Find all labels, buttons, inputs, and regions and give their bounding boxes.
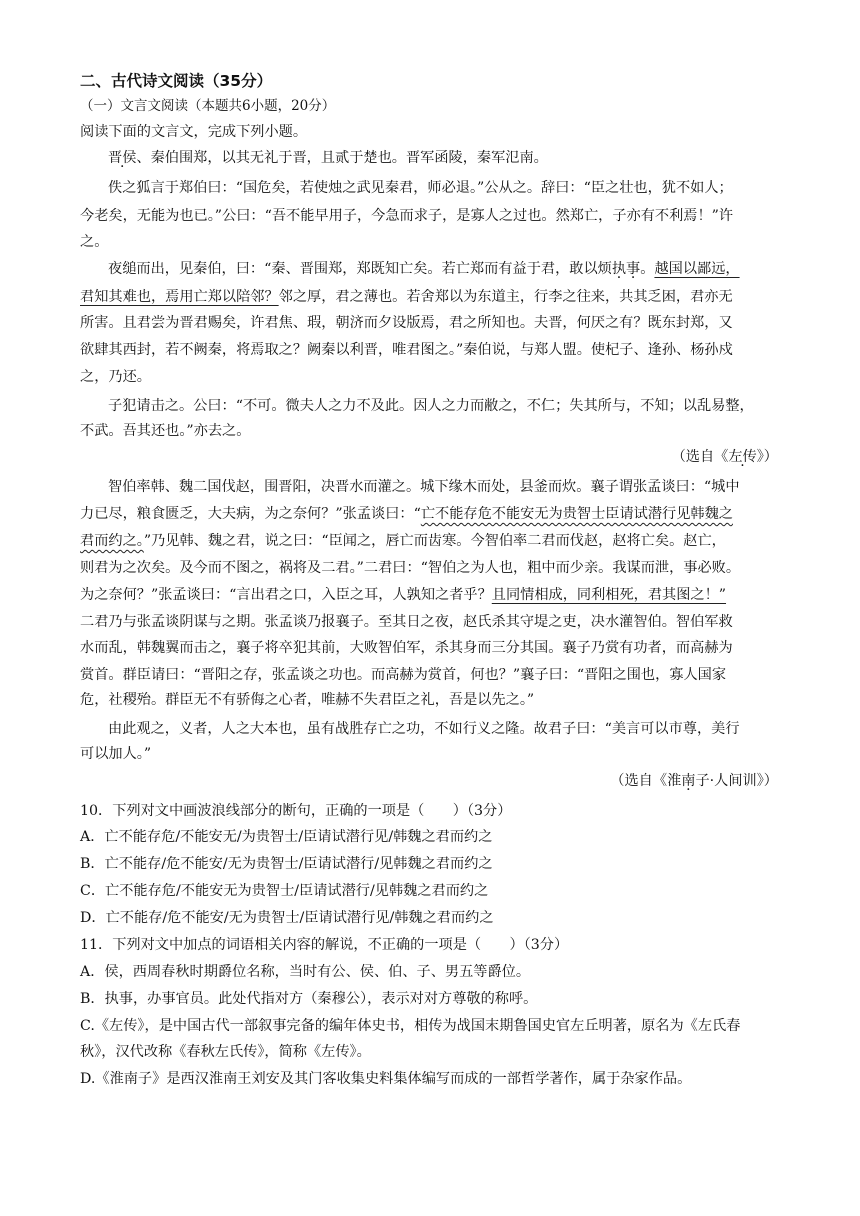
- text2-line-2: [80, 503, 733, 525]
- dotted-char: 事: [626, 261, 641, 277]
- question-11-option-c-line-1: C.《左传》，是中国古代一部叙事完备的编年体史书，相传为战国末期鲁国史官左丘明著，原名为《左氏春: [80, 1018, 741, 1034]
- instruction: 阅读下面的文言文，完成下列小题。: [80, 124, 308, 140]
- question-10-option-d: D．亡不能存/危不能安/无为贵智士/臣请试潜行见/韩魏之君而约之: [80, 910, 494, 926]
- dotted-source-title: 淮南子: [667, 773, 710, 789]
- text2-line-10: 由此观之，义者，人之大本也，虽有战胜存亡之功，不如行义之隆。故君子曰：“美言可以市尊，美行: [108, 721, 740, 737]
- source-suffix: ·人间训》）: [709, 773, 778, 789]
- text2-line-9: 危，社稷殆。群臣无不有骄侮之心者，唯赫不失君臣之礼，吾是以先之。”: [80, 692, 535, 708]
- text1-source: [672, 446, 778, 468]
- text2-line-8: 赏首。群臣请曰：“晋阳之存，张孟谈之功也。而高赫为赏首，何也？”襄子曰：“晋阳之围也，寡人国家: [80, 667, 727, 683]
- text2-line-5: [80, 584, 726, 606]
- question-11-option-a: A．侯，西周春秋时期爵位名称，当时有公、侯、伯、子、男五等爵位。: [80, 964, 531, 980]
- text1-paragraph-1: [108, 147, 548, 169]
- question-11-option-c-line-2: 秋》，汉代改称《春秋左氏传》，简称《左传》。: [80, 1044, 371, 1060]
- question-10-option-a: A．亡不能存危/不能安无/为贵智士/臣请试潜行见/韩魏之君而约之: [80, 829, 493, 845]
- text1-paragraph-3-line-2: [80, 286, 733, 308]
- text-segment: 力已尽，粮食匮乏，大夫病，为之奈何？”张孟谈曰：“: [80, 506, 421, 522]
- question-10-option-c: C．亡不能存危/不能安无为贵智士/臣请试潜行/见韩魏之君而约之: [80, 883, 489, 899]
- section-title: 二、古代诗文阅读（35分）: [80, 72, 273, 90]
- text1-paragraph-3-line-5: 之，乃还。: [80, 369, 151, 385]
- text2-line-11: 可以加人。”: [80, 746, 152, 762]
- source-suffix: 》）: [756, 449, 778, 465]
- text-segment: ”乃见韩、魏之君，说之曰：“臣闻之，唇亡而齿寒。今智伯率二君而伐赵，赵将亡矣。赵亡，: [143, 533, 726, 549]
- text1-paragraph-2-line-2: 今老矣，无能为也已。”公曰：“吾不能早用子，今急而求子，是寡人之过也。然郑亡，子亦有不利焉！”许: [80, 208, 734, 224]
- text1-paragraph-3-line-1: [108, 258, 740, 280]
- wavy-underlined-passage: 亡不能存危不能安无为贵智士臣请试潜行见韩魏之: [420, 506, 733, 522]
- text-segment: 为之奈何？”张孟谈曰：“言出君之口，入臣之耳，人孰知之者乎？: [80, 587, 492, 603]
- question-11-option-b: B．执事，办事官员。此处代指对方（秦穆公），表示对对方尊敬的称呼。: [80, 991, 538, 1007]
- text-segment: 。: [640, 261, 655, 277]
- dotted-word-hou: 晋侯: [108, 150, 137, 166]
- text1-paragraph-4-line-1: 子犯请击之。公曰：“不可。微夫人之力不及此。因人之力而敝之，不仁；失其所与，不知；以乱易整，: [108, 398, 754, 414]
- underlined-sentence: 且同情相成，同利相死，君其图之！”: [491, 587, 727, 603]
- question-10-option-b: B．亡不能存/危不能安/无为贵智士/臣请试潜行/见韩魏之君而约之: [80, 856, 493, 872]
- dotted-source-title: 左传: [728, 449, 757, 465]
- text2-line-1: 智伯率韩、魏二国伐赵，围晋阳，决晋水而灌之。城下缘木而处，县釜而炊。襄子谓张孟谈曰：“城中: [108, 479, 740, 495]
- dotted-char: 执: [611, 261, 627, 277]
- question-11-option-d: D.《淮南子》是西汉淮南王刘安及其门客收集史料集体编写而成的一部哲学著作，属于杂家作品。: [80, 1071, 692, 1087]
- source-prefix: （选自《: [610, 773, 668, 789]
- underlined-sentence: 越国以鄙远，: [654, 261, 740, 277]
- text1-paragraph-2-line-1: 佚之狐言于郑伯曰：“国危矣，若使烛之武见秦君，师必退。”公从之。辞曰：“臣之壮也，犹不如人；: [108, 180, 733, 196]
- text1-paragraph-3-line-3: 所害。且君尝为晋君赐矣，许君焦、瑕，朝济而夕设版焉，君之所知也。夫晋，何厌之有？既东封郑，又: [80, 315, 733, 331]
- text-segment: 邻之厚，君之薄也。若舍郑以为东道主，行李之往来，共其乏困，君亦无: [278, 289, 733, 305]
- source-prefix: （选自《: [671, 449, 729, 465]
- text1-paragraph-4-line-2: 不武。吾其还也。”亦去之。: [80, 423, 251, 439]
- question-10-stem: 10．下列对文中画波浪线部分的断句，正确的一项是（ ）（3分）: [80, 803, 512, 819]
- text2-line-4: 则君为之次矣。及今而不图之，祸将及二君。”二君曰：“智伯之为人也，粗中而少亲。我谋而泄，事必败。: [80, 560, 741, 576]
- text1-paragraph-2-line-3: 之。: [80, 234, 109, 250]
- text2-line-3: [80, 530, 726, 552]
- text2-line-7: 水而乱，韩魏翼而击之，襄子将卒犯其前，大败智伯军，杀其身而三分其国。襄子乃赏有功者，而高赫为: [80, 640, 733, 656]
- subsection-title: （一）文言文阅读（本题共6小题，20分）: [80, 98, 336, 114]
- question-11-stem: 11．下列对文中加点的词语相关内容的解说，不正确的一项是（ ）（3分）: [80, 937, 569, 953]
- text2-source: [610, 770, 778, 792]
- wavy-underlined-passage: 君而约之。: [80, 533, 144, 549]
- text2-line-6: 二君乃与张孟谈阴谋与之期。张孟谈乃报襄子。至其日之夜，赵氏杀其守堤之吏，决水灌智伯。智伯军救: [80, 614, 733, 630]
- text1-paragraph-3-line-4: 欲肆其西封，若不阙秦，将焉取之？阙秦以利晋，唯君图之。”秦伯说，与郑人盟。使杞子、逢孙、杨孙戍: [80, 342, 733, 358]
- text-segment: 夜缒而出，见秦伯，曰：“秦、晋围郑，郑既知亡矣。若亡郑而有益于君，敢以烦: [108, 261, 612, 277]
- text1-p1-rest: 、秦伯围郑，以其无礼于晋，且贰于楚也。晋军函陵，秦军氾南。: [136, 150, 548, 166]
- underlined-sentence: 君知其难也，焉用亡郑以陪邻？: [80, 289, 279, 305]
